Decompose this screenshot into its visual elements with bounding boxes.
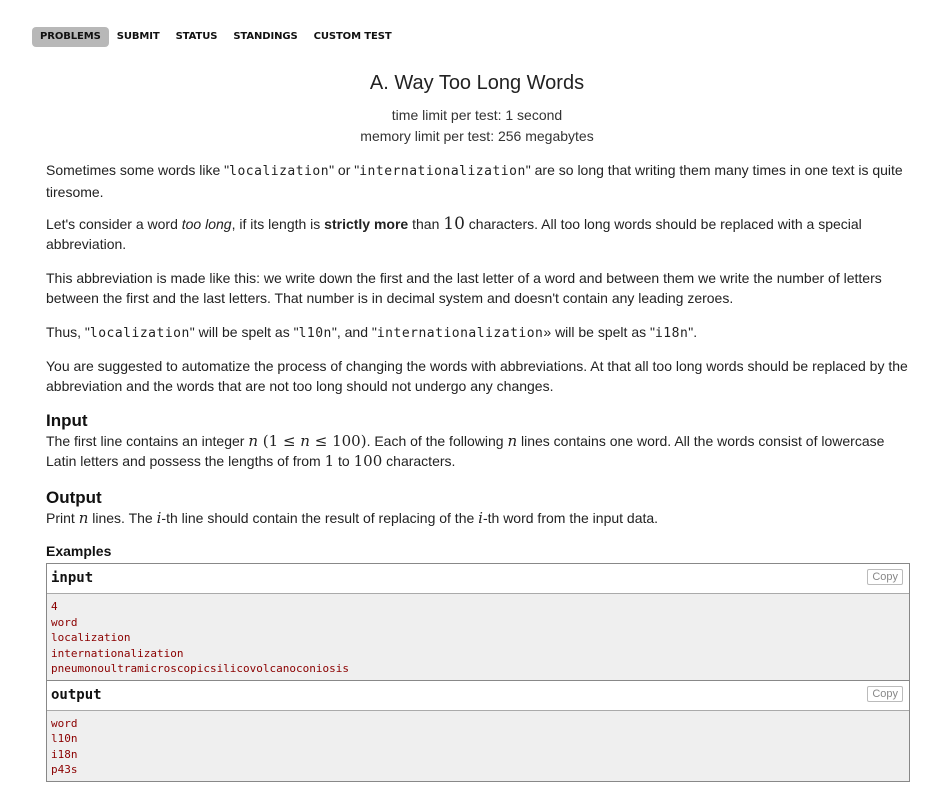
text: " or "	[329, 162, 360, 178]
output-section-title: Output	[46, 488, 102, 507]
math-variable: i	[156, 509, 162, 527]
nav-submit[interactable]: SUBMIT	[116, 31, 160, 42]
text: The first line contains an integer	[46, 433, 249, 449]
input-line: localization	[51, 631, 131, 644]
output-line: word	[51, 716, 78, 730]
output-line: p43s	[51, 763, 78, 776]
math-expression: (1 ≤	[258, 432, 301, 450]
examples-title: Examples	[46, 543, 112, 559]
statement-paragraph-2	[46, 214, 912, 254]
text: Let's consider a word	[46, 216, 182, 232]
time-limit: time limit per test: 1 second	[391, 107, 563, 123]
problem-title: A. Way Too Long Words	[369, 72, 585, 94]
word-example: localization	[229, 164, 330, 179]
statement-paragraph-5: You are suggested to automatize the process of changing the words with abbreviations. At that all too long words should be replaced by the abbreviation and the words that are not too long should not undergo any changes.	[46, 358, 908, 394]
input-line: word	[51, 615, 78, 629]
text: characters.	[382, 453, 456, 469]
example-output-label: output	[51, 686, 102, 703]
output-line: l10n	[51, 732, 78, 745]
problem-nav	[32, 27, 400, 47]
text: " are so long that writing them many times in one text is quite tiresome.	[46, 162, 903, 200]
text: -th word from the input data.	[482, 510, 659, 526]
text: ".	[688, 324, 698, 340]
text: " will be spelt as "	[189, 324, 299, 340]
math-expression: ≤ 100)	[309, 432, 367, 450]
input-line: 4	[51, 600, 58, 613]
statement-paragraph-4	[46, 322, 912, 344]
input-line: internationalization	[51, 646, 184, 660]
nav-custom-test[interactable]: CUSTOM TEST	[313, 31, 392, 42]
text: lines contains one word. All the words consist of lowercase Latin letters and possess the lengths of from	[46, 433, 885, 469]
emphasis: too long	[181, 216, 232, 232]
math-number: 1	[324, 452, 335, 470]
copy-input-button[interactable]: Copy	[867, 569, 903, 585]
text: ", and "	[331, 324, 377, 340]
text: lines. The	[88, 510, 157, 526]
example-input-content	[47, 594, 909, 680]
statement-paragraph-3: This abbreviation is made like this: we write down the first and the last letter of a word and between them we write the number of letters between the first and the last letters. That number is in decimal system and doesn't contain any leading zeroes.	[46, 270, 882, 306]
math-variable: n	[507, 432, 518, 450]
example-input-label: input	[51, 570, 94, 586]
text: Print	[46, 510, 79, 526]
nav-problems[interactable]: PROBLEMS	[32, 27, 109, 47]
word-example: i18n	[654, 326, 689, 341]
math-variable: n	[78, 509, 89, 527]
input-description	[46, 431, 912, 471]
input-section-title: Input	[46, 411, 88, 430]
text: than	[408, 216, 444, 232]
copy-output-button[interactable]: Copy	[867, 686, 903, 702]
memory-limit: memory limit per test: 256 megabytes	[360, 128, 594, 144]
math-variable: n	[300, 432, 310, 450]
example-input-box	[46, 563, 910, 782]
math-variable: i	[478, 509, 483, 527]
text: to	[334, 453, 354, 469]
example-output-header	[47, 680, 909, 711]
output-line: i18n	[51, 747, 78, 761]
example-output-content	[47, 711, 909, 781]
nav-standings[interactable]: STANDINGS	[233, 31, 298, 42]
example-input-header	[47, 564, 909, 594]
text: -th line should contain the result of replacing of the	[161, 510, 479, 526]
text: Thus, "	[46, 324, 90, 340]
statement-paragraph-1	[46, 160, 912, 202]
math-number: 100	[353, 452, 383, 470]
text: characters. All too long words should be replaced with a special abbreviation.	[46, 216, 862, 252]
math-variable: n	[248, 432, 259, 450]
nav-status[interactable]: STATUS	[175, 31, 218, 42]
text: . Each of the following	[366, 433, 508, 449]
word-example: l10n	[298, 326, 332, 341]
text: » will be spelt as "	[543, 324, 655, 340]
word-example: internationalization	[376, 326, 544, 341]
output-description	[46, 508, 912, 528]
math-number: 10	[443, 214, 465, 234]
word-example: localization	[89, 326, 190, 341]
strong-text: strictly more	[324, 216, 409, 232]
text: , if its length is	[231, 216, 325, 232]
input-line: pneumonoultramicroscopicsilicovolcanoconiosis	[51, 662, 350, 675]
word-example: internationalization	[359, 164, 526, 179]
text: Sometimes some words like "	[46, 162, 230, 178]
